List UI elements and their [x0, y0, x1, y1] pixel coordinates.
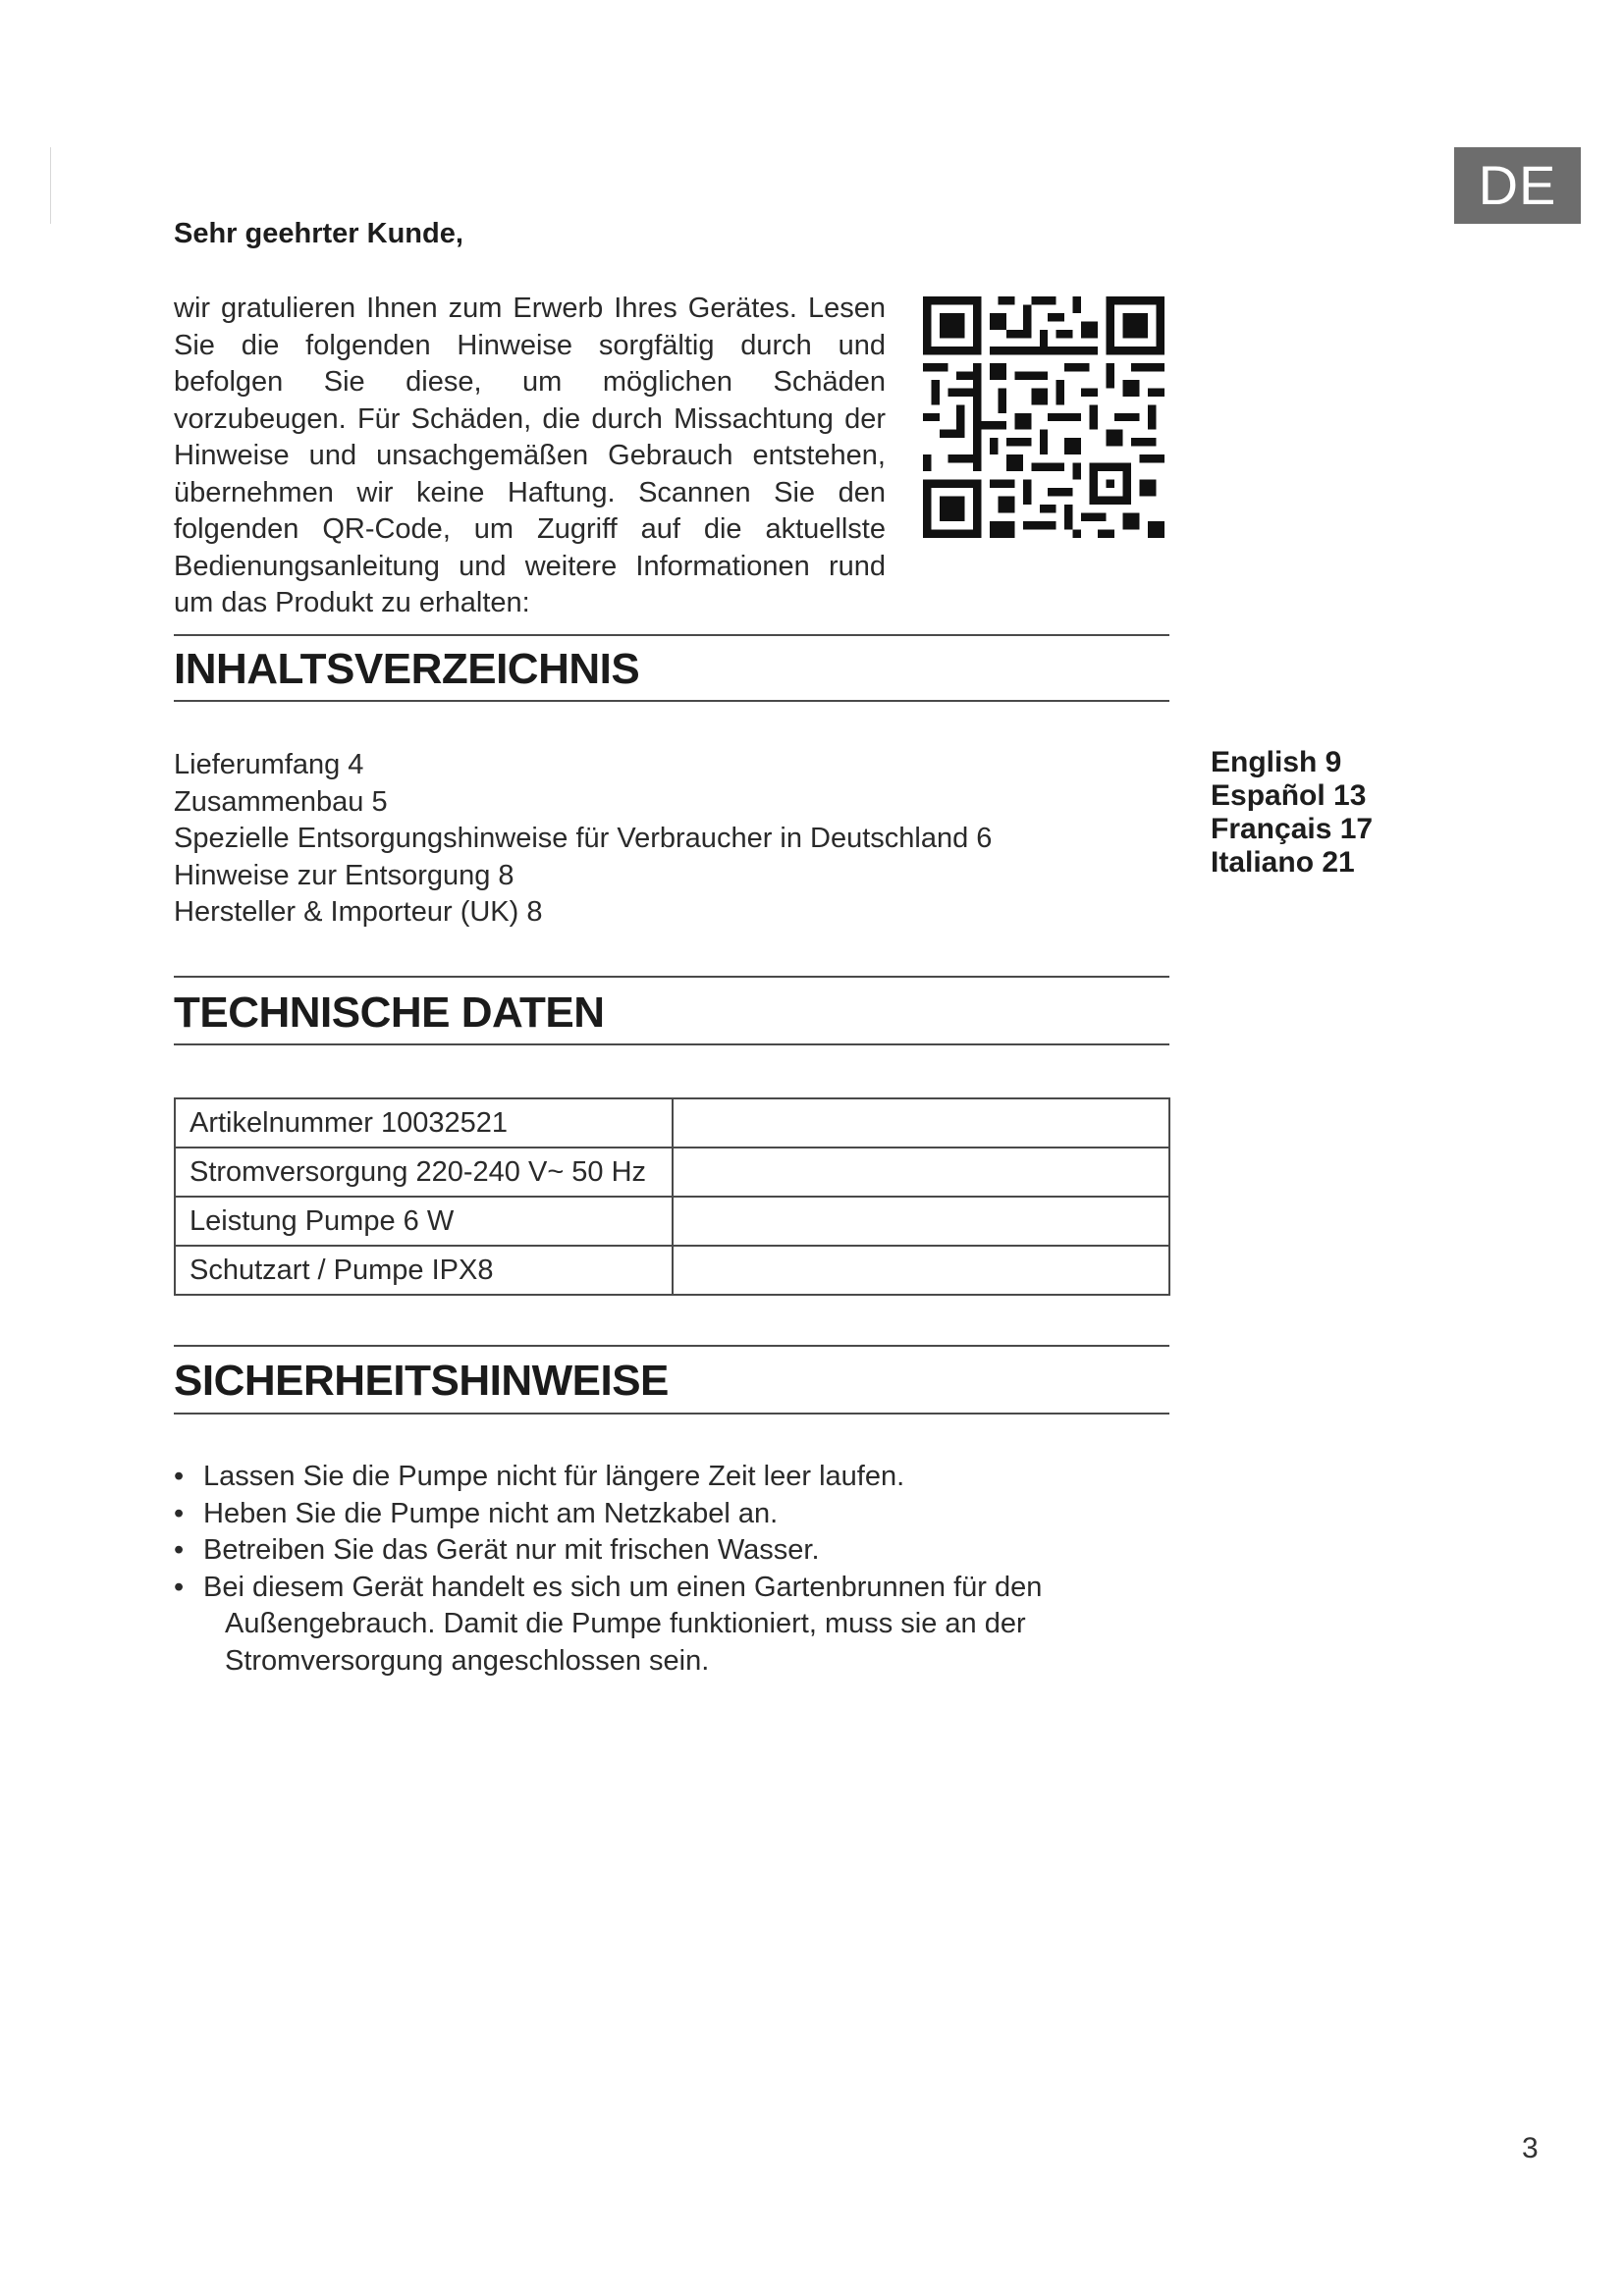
section-rule: [174, 1345, 1169, 1347]
toc-item-label: Lieferumfang: [174, 749, 341, 780]
safety-text: Lassen Sie die Pumpe nicht für längere Zeit leer laufen.: [203, 1461, 905, 1492]
section-title-specs: TECHNISCHE DATEN: [174, 988, 605, 1037]
spec-label: Stromversorgung 220-240 V~ 50 Hz: [175, 1148, 673, 1197]
bullet-icon: •: [174, 1497, 185, 1529]
safety-text-continued: Außengebrauch. Damit die Pumpe funktioniert, muss sie an der: [225, 1608, 1026, 1639]
language-link-english[interactable]: English 9: [1211, 746, 1342, 778]
bullet-icon: •: [174, 1534, 185, 1566]
language-link-french[interactable]: Français 17: [1211, 813, 1374, 845]
page-number: 3: [1522, 2132, 1539, 2164]
greeting: Sehr geehrter Kunde,: [174, 218, 463, 249]
spec-table: [174, 1097, 1170, 1296]
toc-item-page: 8: [526, 896, 543, 928]
section-rule: [174, 700, 1169, 702]
toc-item-page: 6: [976, 823, 993, 854]
spec-value: [673, 1246, 1169, 1295]
toc-item-page: 4: [348, 749, 364, 780]
toc-item-label: Zusammenbau: [174, 785, 364, 818]
safety-text: Heben Sie die Pumpe nicht am Netzkabel an.: [203, 1497, 779, 1529]
table-row: [175, 1148, 1169, 1197]
section-title-safety: SICHERHEITSHINWEISE: [174, 1357, 669, 1405]
list-item: [174, 1459, 1057, 1496]
spec-value: [673, 1148, 1169, 1197]
spec-label: Artikelnummer 10032521: [175, 1098, 673, 1148]
section-rule: [174, 976, 1169, 978]
toc-item-label: Hersteller & Importeur (UK): [174, 896, 519, 928]
toc-item[interactable]: [174, 858, 992, 895]
language-list: [1211, 746, 1373, 880]
qr-code-icon[interactable]: [923, 296, 1164, 538]
list-item: [174, 1570, 1057, 1681]
table-row: [175, 1197, 1169, 1246]
toc-item[interactable]: [174, 784, 992, 822]
section-title-toc: INHALTSVERZEICHNIS: [174, 645, 640, 693]
toc-item-label: Hinweise zur Entsorgung: [174, 859, 491, 891]
toc-item-page: 8: [498, 859, 514, 891]
list-item: [174, 1496, 1057, 1533]
safety-list: [174, 1459, 1057, 1680]
spec-value: [673, 1098, 1169, 1148]
spec-value: [673, 1197, 1169, 1246]
toc-item-page: 5: [371, 785, 388, 818]
bullet-icon: •: [174, 1571, 185, 1603]
table-row: [175, 1246, 1169, 1295]
safety-text: Betreiben Sie das Gerät nur mit frischen Wasser.: [203, 1534, 820, 1566]
bullet-icon: •: [174, 1461, 185, 1492]
intro-paragraph: wir gratulieren Ihnen zum Erwerb Ihres Gerätes. Lesen Sie die folgenden Hinweise sorgfältig durch und befolgen Sie diese, um möglichen Schäden vorzubeugen. Für Schäden, die durch Missachtung der Hinweise und unsachgemäßen Gebrauch entstehen, übernehmen wir keine Haftung. Scannen Sie den folgenden QR-Code, um Zugriff auf die aktuellste Bedienungsanleitung und weitere Informationen rund um das Produkt zu erhalten:: [174, 293, 886, 618]
safety-text: Bei diesem Gerät handelt es sich um einen Gartenbrunnen für den: [203, 1571, 1043, 1603]
spec-label: Leistung Pumpe 6 W: [175, 1197, 673, 1246]
language-link-italian[interactable]: Italiano 21: [1211, 846, 1355, 879]
safety-text-continued: Stromversorgung angeschlossen sein.: [225, 1644, 710, 1677]
toc-item[interactable]: [174, 894, 992, 932]
table-of-contents: [174, 747, 992, 932]
toc-item-label: Spezielle Entsorgungshinweise für Verbraucher in Deutschland: [174, 823, 969, 854]
section-rule: [174, 1413, 1169, 1415]
section-rule: [174, 634, 1169, 636]
list-item: [174, 1532, 1057, 1570]
toc-item[interactable]: [174, 747, 992, 784]
table-row: [175, 1098, 1169, 1148]
language-tab: DE: [1454, 147, 1581, 224]
toc-item[interactable]: [174, 821, 992, 858]
margin-line: [50, 147, 51, 224]
language-link-spanish[interactable]: Español 13: [1211, 779, 1367, 812]
section-rule: [174, 1043, 1169, 1045]
spec-label: Schutzart / Pumpe IPX8: [175, 1246, 673, 1295]
